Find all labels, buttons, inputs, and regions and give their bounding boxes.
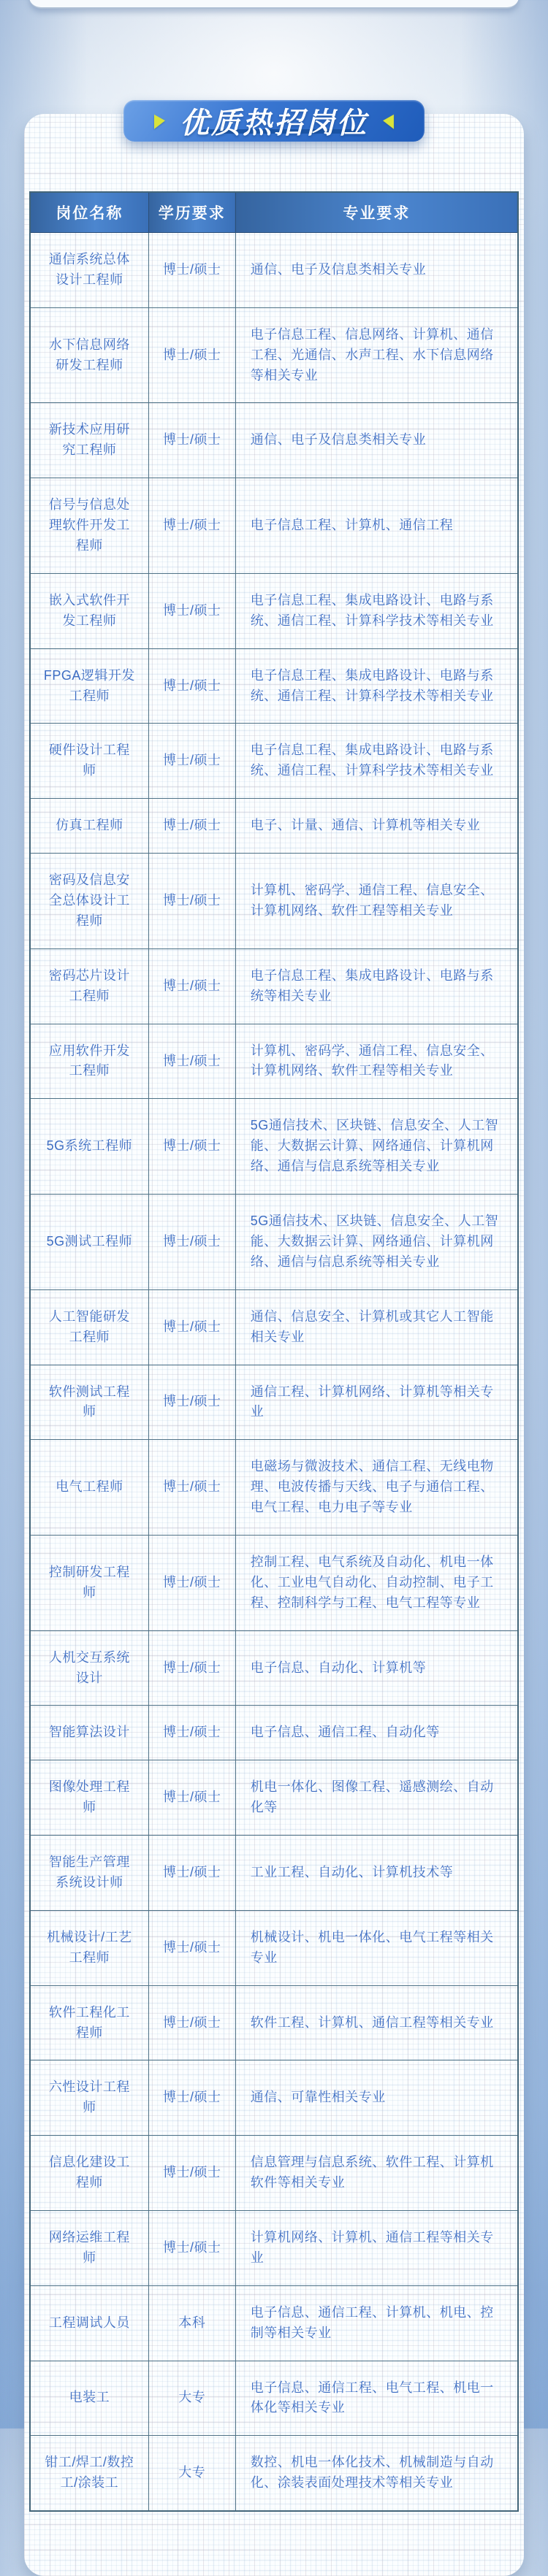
position-cell: 控制研发工程师	[30, 1535, 148, 1630]
education-cell: 博士/硕士	[148, 1630, 235, 1706]
majors-cell: 电子信息工程、计算机、通信工程	[235, 478, 518, 574]
table-body	[30, 233, 518, 2512]
majors-cell: 电子信息、通信工程、电气工程、机电一体化等相关专业	[235, 2361, 518, 2436]
majors-cell: 控制工程、电气系统及自动化、机电一体化、工业电气自动化、自动控制、电子工程、控制科学与工程、电气工程等专业	[235, 1535, 518, 1630]
education-cell: 博士/硕士	[148, 1195, 235, 1290]
table-header	[30, 192, 518, 233]
majors-cell: 通信、可靠性相关专业	[235, 2061, 518, 2136]
header-row	[30, 192, 518, 233]
position-cell: 水下信息网络研发工程师	[30, 307, 148, 403]
position-cell: 通信系统总体设计工程师	[30, 233, 148, 308]
education-cell: 博士/硕士	[148, 1910, 235, 1985]
previous-section-card-bottom	[29, 0, 519, 9]
position-cell: 人机交互系统设计	[30, 1630, 148, 1706]
education-cell: 博士/硕士	[148, 1985, 235, 2061]
majors-cell: 计算机、密码学、通信工程、信息安全、计算机网络、软件工程等相关专业	[235, 1024, 518, 1099]
table-row	[30, 1440, 518, 1536]
majors-cell: 电子信息、通信工程、自动化等	[235, 1706, 518, 1760]
education-cell: 博士/硕士	[148, 948, 235, 1024]
majors-cell: 计算机、密码学、通信工程、信息安全、计算机网络、软件工程等相关专业	[235, 854, 518, 949]
education-cell: 博士/硕士	[148, 854, 235, 949]
table-row	[30, 2436, 518, 2511]
education-cell: 博士/硕士	[148, 2136, 235, 2211]
majors-cell: 机械设计、机电一体化、电气工程等相关专业	[235, 1910, 518, 1985]
position-cell: 人工智能研发工程师	[30, 1289, 148, 1365]
table-row	[30, 1985, 518, 2061]
jobs-card	[24, 114, 524, 2576]
table-row	[30, 233, 518, 308]
education-cell: 大专	[148, 2361, 235, 2436]
position-cell: 硬件设计工程师	[30, 724, 148, 799]
position-cell: 应用软件开发工程师	[30, 1024, 148, 1099]
position-cell: 嵌入式软件开发工程师	[30, 573, 148, 648]
education-cell: 博士/硕士	[148, 1535, 235, 1630]
table-row	[30, 1024, 518, 1099]
position-cell: 软件测试工程师	[30, 1365, 148, 1440]
majors-cell: 工业工程、自动化、计算机技术等	[235, 1836, 518, 1911]
position-cell: 信号与信息处理软件开发工程师	[30, 478, 148, 574]
position-cell: 新技术应用研究工程师	[30, 403, 148, 478]
table-row	[30, 307, 518, 403]
majors-cell: 通信、电子及信息类相关专业	[235, 403, 518, 478]
table-row	[30, 1365, 518, 1440]
education-cell: 博士/硕士	[148, 2210, 235, 2285]
table-row	[30, 1535, 518, 1630]
position-cell: 5G系统工程师	[30, 1099, 148, 1195]
education-cell: 博士/硕士	[148, 648, 235, 724]
majors-cell: 机电一体化、图像工程、遥感测绘、自动化等	[235, 1760, 518, 1836]
section-title-banner	[123, 100, 425, 142]
position-cell: 钳工/焊工/数控工/涂装工	[30, 2436, 148, 2511]
table-row	[30, 1630, 518, 1706]
majors-cell: 通信、信息安全、计算机或其它人工智能相关专业	[235, 1289, 518, 1365]
table-row	[30, 1910, 518, 1985]
majors-cell: 电子信息工程、集成电路设计、电路与系统、通信工程、计算科学技术等相关专业	[235, 648, 518, 724]
table-row	[30, 1836, 518, 1911]
education-cell: 博士/硕士	[148, 573, 235, 648]
position-cell: 机械设计/工艺工程师	[30, 1910, 148, 1985]
table-row	[30, 2285, 518, 2361]
left-pointing-arrow-icon	[383, 113, 394, 129]
position-cell: 仿真工程师	[30, 799, 148, 854]
section-title: 优质热招岗位	[180, 107, 368, 139]
col-header-position: 岗位名称	[30, 192, 148, 233]
jobs-table	[29, 191, 519, 2512]
majors-cell: 信息管理与信息系统、软件工程、计算机软件等相关专业	[235, 2136, 518, 2211]
table-row	[30, 648, 518, 724]
majors-cell: 电子信息工程、集成电路设计、电路与系统、通信工程、计算科学技术等相关专业	[235, 573, 518, 648]
table-row	[30, 854, 518, 949]
majors-cell: 电子信息工程、集成电路设计、电路与系统等相关专业	[235, 948, 518, 1024]
position-cell: 电装工	[30, 2361, 148, 2436]
position-cell: 图像处理工程师	[30, 1760, 148, 1836]
table-row	[30, 948, 518, 1024]
table-row	[30, 799, 518, 854]
majors-cell: 通信工程、计算机网络、计算机等相关专业	[235, 1365, 518, 1440]
position-cell: FPGA逻辑开发工程师	[30, 648, 148, 724]
position-cell: 智能算法设计	[30, 1706, 148, 1760]
education-cell: 博士/硕士	[148, 478, 235, 574]
education-cell: 博士/硕士	[148, 2061, 235, 2136]
table-row	[30, 573, 518, 648]
education-cell: 大专	[148, 2436, 235, 2511]
table-row	[30, 724, 518, 799]
right-pointing-arrow-icon	[154, 113, 165, 129]
table-row	[30, 403, 518, 478]
majors-cell: 电子信息工程、信息网络、计算机、通信工程、光通信、水声工程、水下信息网络等相关专业	[235, 307, 518, 403]
education-cell: 博士/硕士	[148, 1760, 235, 1836]
position-cell: 智能生产管理系统设计师	[30, 1836, 148, 1911]
position-cell: 六性设计工程师	[30, 2061, 148, 2136]
education-cell: 本科	[148, 2285, 235, 2361]
majors-cell: 通信、电子及信息类相关专业	[235, 233, 518, 308]
table-row	[30, 1706, 518, 1760]
position-cell: 5G测试工程师	[30, 1195, 148, 1290]
education-cell: 博士/硕士	[148, 1836, 235, 1911]
majors-cell: 电磁场与微波技术、通信工程、无线电物理、电波传播与天线、电子与通信工程、电气工程、电力电子等专业	[235, 1440, 518, 1536]
majors-cell: 软件工程、计算机、通信工程等相关专业	[235, 1985, 518, 2061]
table-row	[30, 1289, 518, 1365]
majors-cell: 电子、计量、通信、计算机等相关专业	[235, 799, 518, 854]
position-cell: 网络运维工程师	[30, 2210, 148, 2285]
majors-cell: 电子信息、通信工程、计算机、机电、控制等相关专业	[235, 2285, 518, 2361]
position-cell: 信息化建设工程师	[30, 2136, 148, 2211]
majors-cell: 数控、机电一体化技术、机械制造与自动化、涂装表面处理技术等相关专业	[235, 2436, 518, 2511]
education-cell: 博士/硕士	[148, 799, 235, 854]
table-row	[30, 2361, 518, 2436]
education-cell: 博士/硕士	[148, 1099, 235, 1195]
majors-cell: 5G通信技术、区块链、信息安全、人工智能、大数据云计算、网络通信、计算机网络、通信与信息系统等相关专业	[235, 1099, 518, 1195]
education-cell: 博士/硕士	[148, 1440, 235, 1536]
table-row	[30, 2061, 518, 2136]
table-row	[30, 1760, 518, 1836]
majors-cell: 计算机网络、计算机、通信工程等相关专业	[235, 2210, 518, 2285]
table-row	[30, 2136, 518, 2211]
position-cell: 工程调试人员	[30, 2285, 148, 2361]
education-cell: 博士/硕士	[148, 1706, 235, 1760]
education-cell: 博士/硕士	[148, 403, 235, 478]
position-cell: 软件工程化工程师	[30, 1985, 148, 2061]
education-cell: 博士/硕士	[148, 1365, 235, 1440]
col-header-majors: 专业要求	[235, 192, 518, 233]
majors-cell: 电子信息工程、集成电路设计、电路与系统、通信工程、计算科学技术等相关专业	[235, 724, 518, 799]
education-cell: 博士/硕士	[148, 233, 235, 308]
position-cell: 密码芯片设计工程师	[30, 948, 148, 1024]
majors-cell: 5G通信技术、区块链、信息安全、人工智能、大数据云计算、网络通信、计算机网络、通信与信息系统等相关专业	[235, 1195, 518, 1290]
majors-cell: 电子信息、自动化、计算机等	[235, 1630, 518, 1706]
education-cell: 博士/硕士	[148, 724, 235, 799]
table-row	[30, 1195, 518, 1290]
education-cell: 博士/硕士	[148, 1289, 235, 1365]
col-header-education: 学历要求	[148, 192, 235, 233]
position-cell: 电气工程师	[30, 1440, 148, 1536]
education-cell: 博士/硕士	[148, 307, 235, 403]
education-cell: 博士/硕士	[148, 1024, 235, 1099]
position-cell: 密码及信息安全总体设计工程师	[30, 854, 148, 949]
table-row	[30, 478, 518, 574]
table-row	[30, 1099, 518, 1195]
table-row	[30, 2210, 518, 2285]
